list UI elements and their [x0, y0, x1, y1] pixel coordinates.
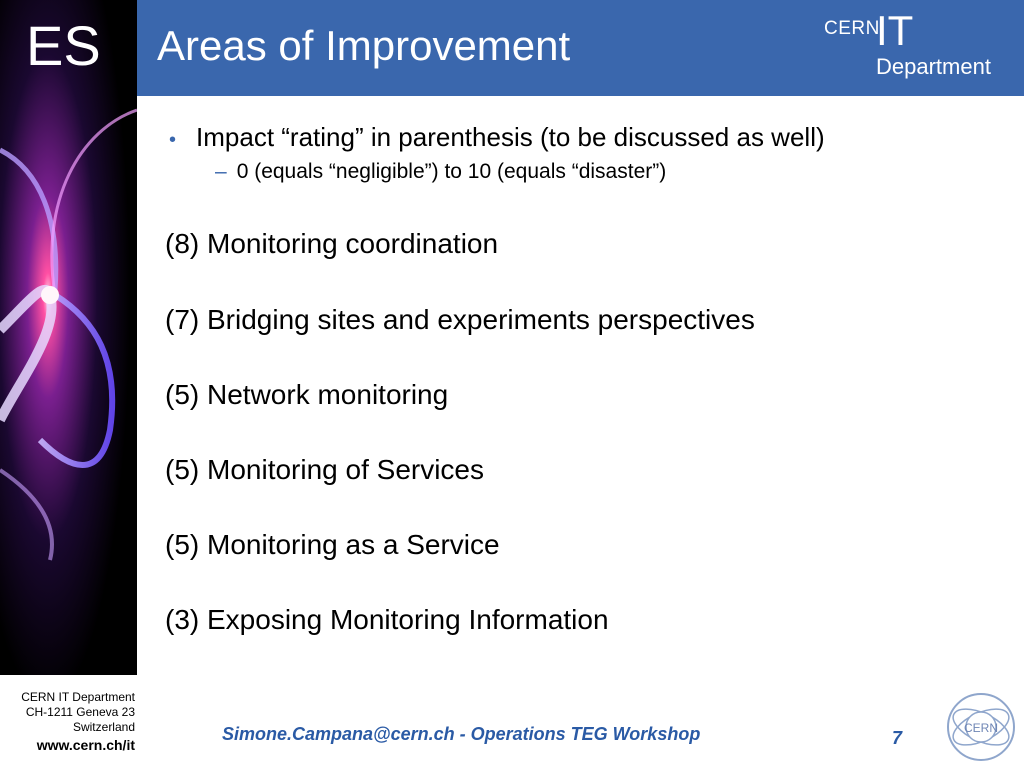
logo-it-text: IT [876, 7, 914, 54]
address-line: CERN IT Department [21, 690, 135, 704]
improvement-item: (8) Monitoring coordination [165, 228, 499, 259]
improvement-item: (7) Bridging sites and experiments perspectives [165, 304, 755, 335]
slide-content [137, 96, 1024, 676]
section-label: ES [26, 14, 101, 77]
bullet-icon: • [169, 129, 177, 151]
footer-url: www.cern.ch/it [36, 737, 135, 753]
footer-text: Simone.Campana@cern.ch - Operations TEG Workshop [222, 724, 701, 744]
logo-department-text: Department [876, 54, 991, 79]
improvement-item: (5) Monitoring as a Service [165, 529, 500, 560]
improvement-item: (5) Monitoring of Services [165, 454, 485, 485]
bullet-text: Impact “rating” in parenthesis (to be discussed as well) [196, 122, 825, 152]
logo-cern-text: CERN [824, 18, 880, 39]
address-line: Switzerland [72, 720, 135, 734]
cern-logo-icon [944, 690, 1018, 764]
sub-bullet-item [215, 160, 666, 184]
footer-address [0, 690, 135, 755]
title-bar [137, 0, 1024, 96]
address-line: CH-1211 Geneva 23 [25, 705, 135, 719]
side-panel [0, 0, 137, 675]
cern-it-department-logo [820, 7, 1016, 84]
sub-bullet-text: 0 (equals “negligible”) to 10 (equals “disaster”) [236, 160, 667, 183]
dash-icon: – [215, 160, 227, 183]
slide-title: Areas of Improvement [157, 22, 571, 69]
improvement-item: (5) Network monitoring [165, 379, 449, 410]
bullet-item [169, 122, 825, 153]
cern-logo-text: CERN [963, 721, 999, 735]
plasma-image [0, 0, 137, 675]
improvement-item: (3) Exposing Monitoring Information [165, 604, 609, 635]
page-number: 7 [892, 728, 903, 748]
